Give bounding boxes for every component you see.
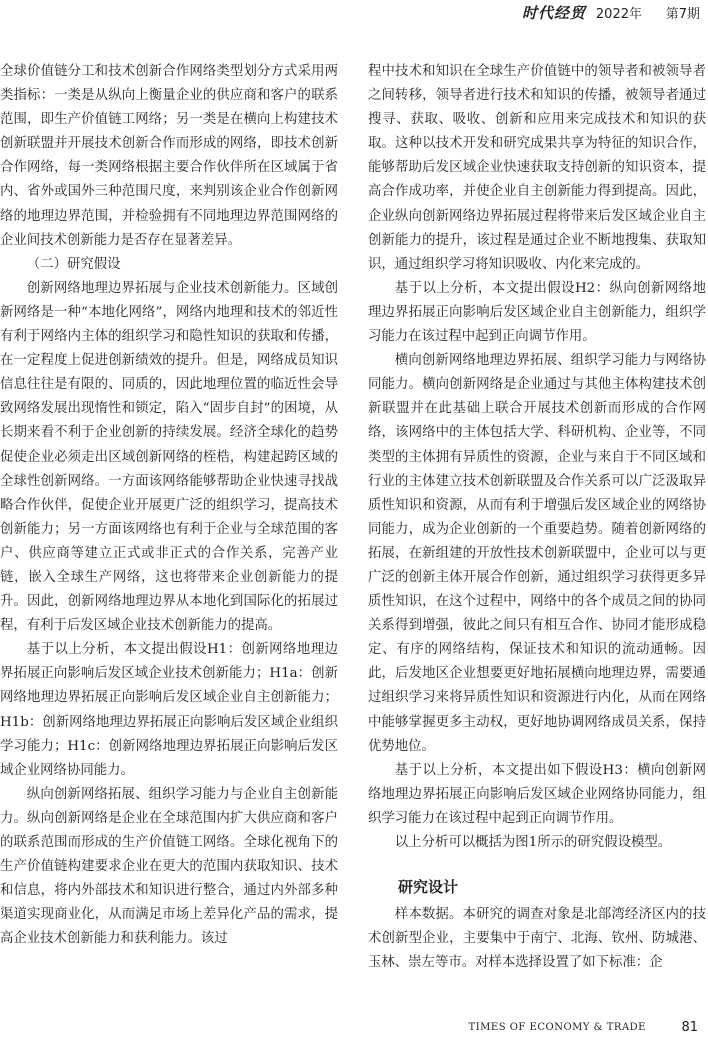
left-column: [0, 60, 338, 951]
paragraph: 基于以上分析，本文提出假设H1：创新网络地理边界拓展正向影响后发区域企业技术创新能力；H1a：创新网络地理边界拓展正向影响后发区域企业自主创新能力；H1b：创新网络地理边界拓展正向影响后发区域企业组织学习能力；H1c：创新网络地理边界拓展正向影响后发区域企业网络协同能力。: [0, 642, 338, 778]
paragraph: 创新网络地理边界拓展与企业技术创新能力。区域创新网络是一种“本地化网络”，网络内地理和技术的邻近性有利于网络内主体的组织学习和隐性知识的获取和传播，在一定程度上促进创新绩效的提升。但是，网络成员知识信息往往是有限的、同质的，因此地理位置的临近性会导致网络发展出现惰性和锁定，陷入“固步自封”的困境，从长期来看不利于企业创新的持续发展。经济全球化的趋势促使企业必须走出区域创新网络的桎梏，构建起跨区域的全球性创新网络。一方面该网络能够帮助企业快速寻找战略合作伙伴，促使企业开展更广泛的组织学习，提高技术创新能力；另一方面该网络也有利于企业与全球范围的客户、供应商等建立正式或非正式的合作关系，完善产业链，嵌入全球生产网络，这也将带来企业创新能力的提升。因此，创新网络地理边界从本地化到国际化的拓展过程，有利于后发区域企业技术创新能力的提高。: [0, 280, 338, 634]
page-header: [0, 0, 708, 26]
paragraph: 全球价值链分工和技术创新合作网络类型划分方式采用两类指标：一类是从纵向上衡量企业的供应商和客户的联系范围，即生产价值链工网络；另一类是在横向上构建技术创新联盟并开展技术创新合作而形成的网络，即技术创新合作网络，每一类网络根据主要合作伙伴所在区域属于省内、省外或国外三种范围尺度，来判别该企业合作创新网络的地理边界范围，并检验拥有不同地理边界范围网络的企业间技术创新能力是否存在显著差异。: [0, 64, 338, 248]
issue-year: 2022年: [595, 7, 642, 22]
journal-brand: 时代经贸: [521, 4, 586, 22]
paragraph: 基于以上分析，本文提出如下假设H3：横向创新网络地理边界拓展正向影响后发区域企业网络协同能力，组织学习能力在该过程中起到正向调节作用。: [368, 762, 706, 826]
paragraph: 横向创新网络地理边界拓展、组织学习能力与网络协同能力。横向创新网络是企业通过与其他主体构建技术创新联盟并在此基础上联合开展技术创新而形成的合作网络，该网络中的主体包括大学、科研机构、企业等，不同类型的主体拥有异质性的资源，企业与来自于不同区域和行业的主体建立技术创新联盟及合作关系可以广泛汲取异质性知识和资源，从而有利于增强后发区域企业的网络协同能力，成为企业创新的一个重要趋势。随着创新网络的拓展，在新组建的开放性技术创新联盟中，企业可以与更广泛的创新主体开展合作创新，通过组织学习获得更多异质性知识，在这个过程中，网络中的各个成员之间的协同关系得到增强，彼此之间只有相互合作、协同才能形成稳定、有序的网络结构，保证技术和知识的流动通畅。因此，后发地区企业想要更好地拓展横向地理边界，需要通过组织学习来将异质性知识和资源进行内化，从而在网络中能够掌握更多主动权，更好地协调网络成员关系，保持优势地位。: [368, 353, 706, 754]
paragraph: 纵向创新网络拓展、组织学习能力与企业自主创新能力。纵向创新网络是企业在全球范围内扩大供应商和客户的联系范围而形成的生产价值链工网络。全球化视角下的生产价值链构建要求企业在更大的范围内获取知识、技术和信息，将内外部技术和知识进行整合，通过内外部多种渠道实现商业化，从而满足市场上差异化产品的需求，提高企业技术创新能力和获利能力。该过: [0, 786, 338, 947]
paragraph: 样本数据。本研究的调查对象是北部湾经济区内的技术创新型企业，主要集中于南宁、北海、钦州、防城港、玉林、崇左等市。对样本选择设置了如下标准：企: [368, 907, 706, 971]
subsection-heading: （二）研究假设: [26, 256, 121, 272]
paragraph: 程中技术和知识在全球生产价值链中的领导者和被领导者之间转移，领导者进行技术和知识的传播，被领导者通过搜寻、获取、吸收、创新和应用来完成技术和知识的获取。这种以技术开发和研究成果共享为特征的知识合作，能够帮助后发区域企业快速获取支持创新的知识资本，提高合作成功率，并使企业自主创新能力得到提高。因此，企业纵向创新网络边界拓展过程将带来后发区域企业自主创新能力的提升，该过程是通过企业不断地搜集、获取知识，通过组织学习将知识吸收、内化来完成的。: [368, 64, 706, 272]
journal-name-footer: TIMES OF ECONOMY & TRADE: [468, 1022, 646, 1033]
section-heading: 研究设计: [398, 878, 459, 897]
issue-number: 第7期: [665, 7, 700, 22]
paragraph: 以上分析可以概括为图1所示的研究假设模型。: [394, 835, 672, 850]
page-number: 81: [681, 1020, 698, 1035]
right-column: [368, 60, 706, 975]
paragraph: 基于以上分析，本文提出假设H2：纵向创新网络地理边界拓展正向影响后发区域企业自主创新能力，组织学习能力在该过程中起到正向调节作用。: [368, 280, 706, 345]
